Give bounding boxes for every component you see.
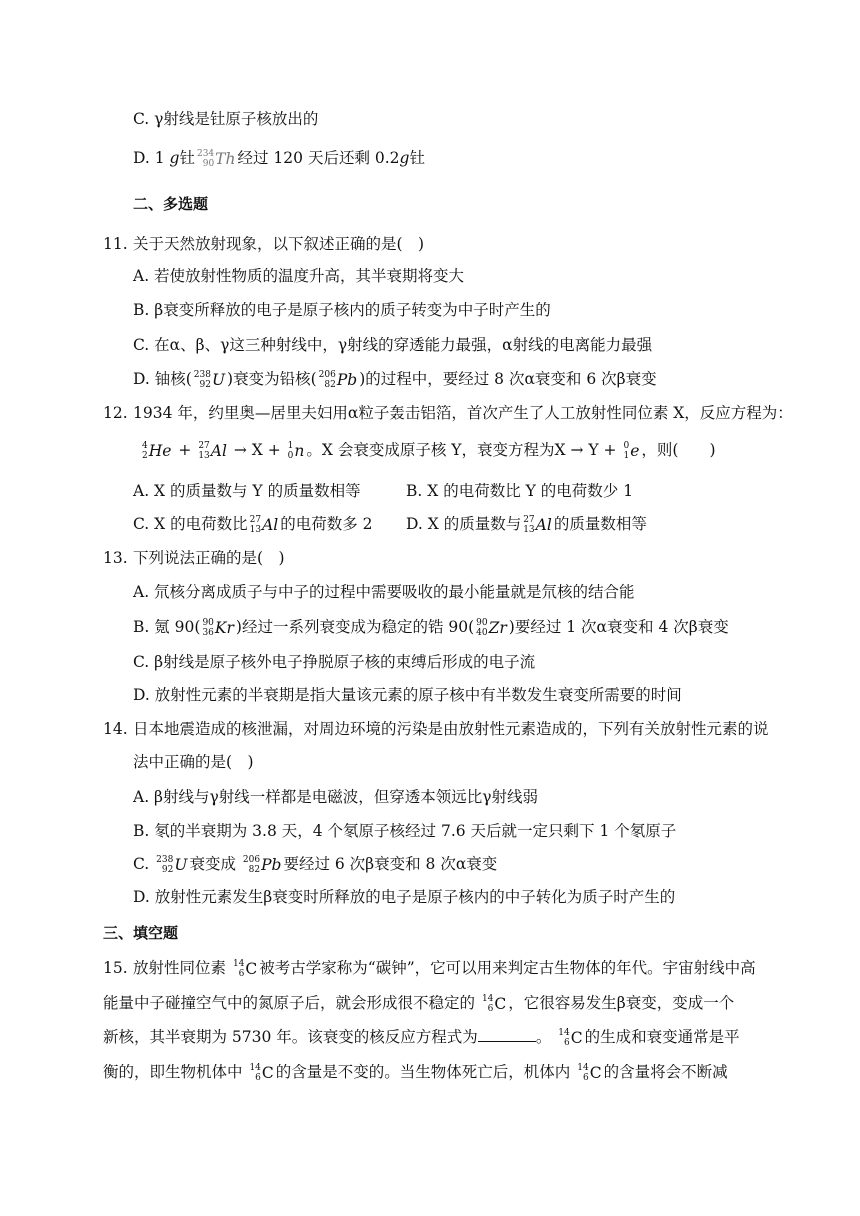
nuclide-u238: 238 92 U bbox=[193, 370, 226, 390]
q15-line2: 能量中子碰撞空气中的氮原子后，就会形成很不稳定的 14 6 C ，它很容易发生β衰变，变成一个 bbox=[103, 994, 735, 1014]
q13-option-a: A. 氘核分离成质子与中子的过程中需要吸收的最小能量就是氘核的结合能 bbox=[133, 583, 635, 601]
q15-line4: 衡的，即生物机体中 14 6 C 的含量是不变的。当生物体死亡后，机体内 14 6 C 的含量将会不断减 bbox=[103, 1063, 728, 1083]
q14-option-c: C. 238 92 U 衰变成 206 82 Pb 要经过 6 次β衰变和 8 次α衰变 bbox=[133, 855, 498, 875]
nuclide-th: 234 90 Th bbox=[196, 149, 236, 169]
q14-option-a: A. β射线与γ射线一样都是电磁波，但穿透本领远比γ射线弱 bbox=[133, 788, 539, 806]
q10-option-c: C. γ射线是钍原子核放出的 bbox=[133, 110, 319, 128]
q10-d-unit2: g bbox=[399, 149, 410, 167]
q10-d-unit: g bbox=[169, 149, 180, 167]
q10-d-element: 钍 bbox=[179, 149, 195, 167]
q13-stem-text: 下列说法正确的是( ) bbox=[133, 549, 285, 567]
section-fill-blank: 三、填空题 bbox=[103, 924, 179, 942]
q10-option-d bbox=[133, 147, 425, 170]
q11-stem-text: 关于天然放射现象，以下叙述正确的是( ) bbox=[133, 235, 425, 253]
q13-number: 13. bbox=[103, 549, 128, 567]
q10-d-amount: 0.2 bbox=[374, 149, 400, 167]
q15-line1: 15. 放射性同位素 14 6 C 被考古学家称为“碳钟”，它可以用来判定古生物体的年代。宇宙射线中高 bbox=[103, 959, 756, 979]
q10-d-prefix: D. 1 bbox=[133, 149, 165, 167]
q11-option-d: D. 铀核( 238 92 U )衰变为铅核( 206 82 Pb )的过程中，要经过 8 次α衰变和 6 次β衰变 bbox=[133, 370, 657, 390]
q10-d-text: 经过 120 天后还剩 bbox=[237, 149, 370, 167]
q11-option-a: A. 若使放射性物质的温度升高，其半衰期将变大 bbox=[133, 267, 465, 285]
q14-number: 14. bbox=[103, 720, 128, 738]
q14-option-d: D. 放射性元素发生β衰变时所释放的电子是原子核内的中子转化为质子时产生的 bbox=[133, 888, 676, 906]
q13-option-b: B. 氪 90( 90 36 Kr )经过一系列衰变成为稳定的锆 90( 90 40 Zr )要经过 1 次α衰变和 4 次β衰变 bbox=[133, 618, 729, 638]
q11-stem bbox=[103, 233, 424, 255]
q12-option-d: D. X 的质量数与 27 13 Al 的质量数相等 bbox=[406, 515, 647, 535]
q11-number: 11. bbox=[103, 235, 128, 253]
q12-option-a: A. X 的质量数与 Y 的质量数相等 bbox=[133, 482, 361, 500]
q11-option-b: B. β衰变所释放的电子是原子核内的质子转变为中子时产生的 bbox=[133, 301, 551, 319]
q12-stem-text: 1934 年，约里奥—居里夫妇用α粒子轰击铝箔，首次产生了人工放射性同位素 X，反应方程为： bbox=[133, 404, 793, 422]
q15-number: 15. bbox=[103, 959, 128, 977]
q12-number: 12. bbox=[103, 404, 128, 422]
q14-stem-line1 bbox=[103, 718, 769, 740]
q14-option-b: B. 氡的半衰期为 3.8 天，4 个氡原子核经过 7.6 天后就一定只剩下 1 个氡原子 bbox=[133, 822, 677, 840]
q12-option-b: B. X 的电荷数比 Y 的电荷数少 1 bbox=[406, 482, 634, 500]
q13-option-c: C. β射线是原子核外电子挣脱原子核的束缚后形成的电子流 bbox=[133, 653, 536, 671]
q15-line3: 新核，其半衰期为 5730 年。该衰变的核反应方程式为 。 14 6 C 的生成和衰变通常是平 bbox=[103, 1028, 740, 1048]
q12-equation: 4 2 He + 27 13 Al → X + 1 0 n 。X 会衰变成原子核 Y，衰变方程为X → Y + 0 1 e ，则( ) bbox=[142, 441, 716, 461]
q13-option-d: D. 放射性元素的半衰期是指大量该元素的原子核中有半数发生衰变所需要的时间 bbox=[133, 686, 682, 704]
q12-stem bbox=[103, 402, 793, 424]
section-multi-choice: 二、多选题 bbox=[133, 195, 209, 213]
q12-option-c: C. X 的电荷数比 27 13 Al 的电荷数多 2 bbox=[133, 515, 373, 535]
answer-blank[interactable] bbox=[478, 1027, 536, 1042]
q11-option-c: C. 在α、β、γ这三种射线中，γ射线的穿透能力最强，α射线的电离能力最强 bbox=[133, 336, 653, 354]
q10-d-end: 钍 bbox=[409, 149, 425, 167]
q13-stem bbox=[103, 547, 285, 569]
q14-stem-text: 日本地震造成的核泄漏，对周边环境的污染是由放射性元素造成的，下列有关放射性元素的说 bbox=[133, 720, 769, 738]
q14-stem-line2: 法中正确的是( ) bbox=[133, 753, 254, 771]
nuclide-pb206: 206 82 Pb bbox=[318, 370, 358, 390]
